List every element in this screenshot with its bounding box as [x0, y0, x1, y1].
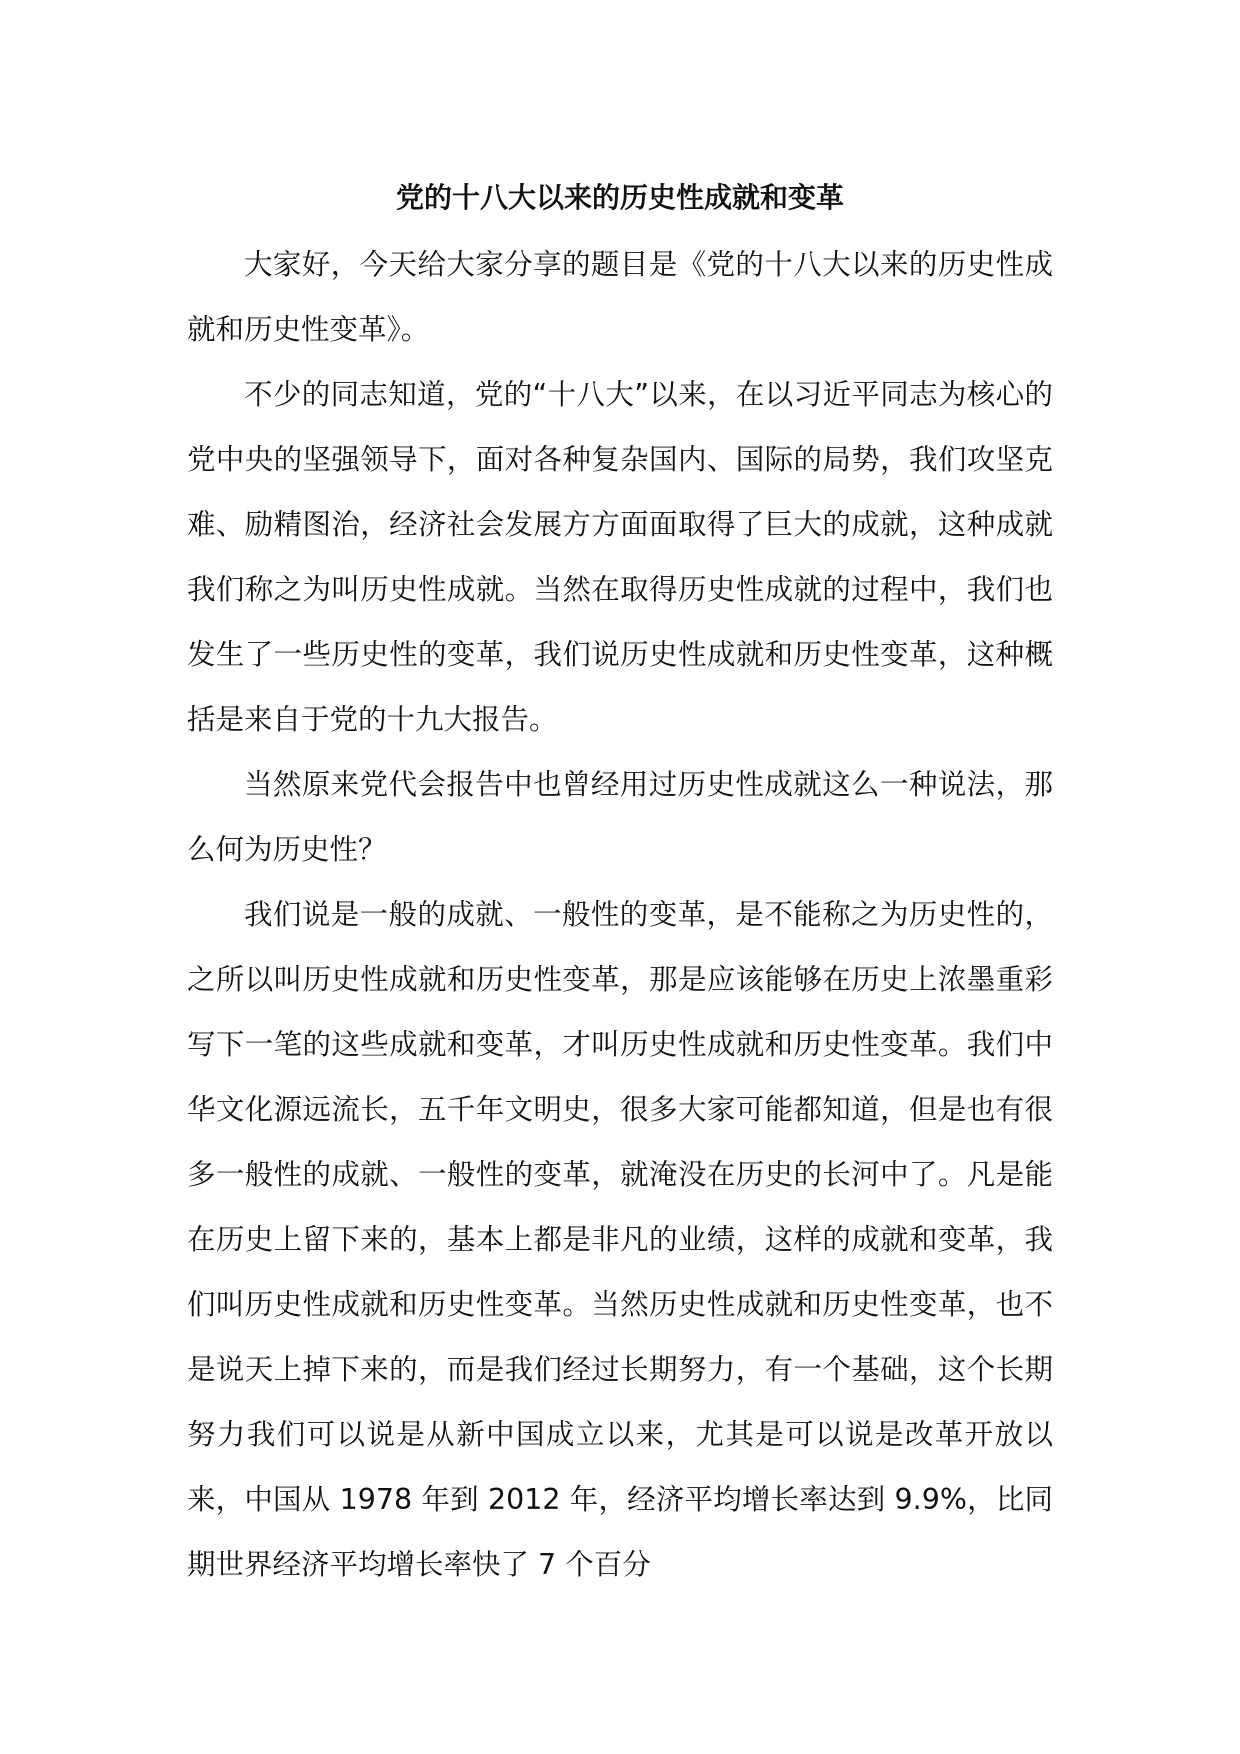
- paragraph-question: 当然原来党代会报告中也曾经用过历史性成就这么一种说法，那么何为历史性？: [187, 768, 1053, 866]
- paragraph-achievements: 不少的同志知道，党的“十八大”以来，在以习近平同志为核心的党中央的坚强领导下，面对各种复杂国内、国际的局势，我们攻坚克难、励精图治，经济社会发展方方面面取得了巨大的成就，这种成就我们称之为叫历史性成就。当然在取得历史性成就的过程中，我们也发生了一些历史性的变革，我们说历史性成就和历史性变革，这种概括是来自于党的十九大报告。: [187, 378, 1053, 736]
- document-body: [187, 174, 1053, 1597]
- paragraph-greeting: 大家好，今天给大家分享的题目是《党的十八大以来的历史性成就和历史性变革》。: [187, 248, 1053, 346]
- paragraph-explanation: 我们说是一般的成就、一般性的变革，是不能称之为历史性的，之所以叫历史性成就和历史性变革，那是应该能够在历史上浓墨重彩写下一笔的这些成就和变革，才叫历史性成就和历史性变革。我们中华文化源远流长，五千年文明史，很多大家可能都知道，但是也有很多一般性的成就、一般性的变革，就淹没在历史的长河中了。凡是能在历史上留下来的，基本上都是非凡的业绩，这样的成就和变革，我们叫历史性成就和历史性变革。当然历史性成就和历史性变革，也不是说天上掉下来的，而是我们经过长期努力，有一个基础，这个长期努力我们可以说是从新中国成立以来，尤其是可以说是改革开放以来，中国从 1978 年到 2012 年，经济平均增长率达到 9.9%，比同期世界经济平均增长率快了 7 个百分: [187, 898, 1053, 1581]
- document-title: 党的十八大以来的历史性成就和变革: [395, 181, 844, 214]
